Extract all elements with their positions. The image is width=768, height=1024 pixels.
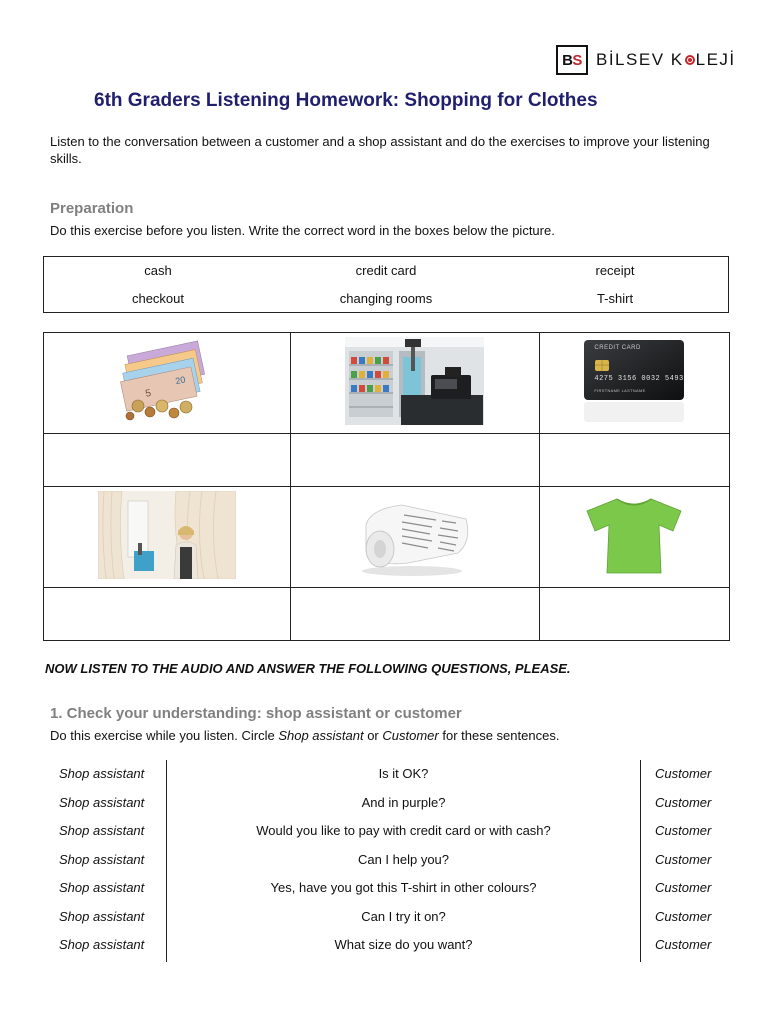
answer-box-5[interactable]	[291, 588, 540, 641]
table-row	[50, 760, 730, 788]
table-row	[50, 874, 730, 902]
page-title: 6th Graders Listening Homework: Shopping for Clothes	[94, 90, 598, 111]
word-cash: cash	[144, 263, 172, 278]
answer-box-1[interactable]	[44, 434, 291, 487]
svg-text:20: 20	[174, 373, 187, 386]
table-row	[50, 817, 730, 845]
cash-image	[112, 340, 222, 422]
answer-box-4[interactable]	[44, 588, 291, 641]
changing-rooms-image	[98, 491, 236, 579]
option-shop-assistant[interactable]: Shop assistant	[59, 880, 145, 895]
option-shop-assistant[interactable]: Shop assistant	[59, 908, 145, 924]
instruction-post: for these sentences.	[438, 728, 560, 743]
credit-card-number: 4275 3156 0032 5493	[594, 374, 684, 383]
intro-text: Listen to the conversation between a customer and a shop assistant and do the exercises to improve your listening skills.	[50, 134, 710, 166]
instruction-pre: Do this exercise while you listen. Circle	[50, 728, 279, 743]
answer-box-6[interactable]	[539, 588, 729, 641]
logo-text-part2: LEJİ	[695, 50, 736, 69]
picture-grid	[43, 332, 730, 641]
answer-box-3[interactable]	[539, 434, 729, 487]
svg-text:5: 5	[144, 387, 153, 400]
word-checkout: checkout	[131, 291, 185, 306]
t-shirt-image	[581, 495, 687, 575]
picture-cell-checkout	[291, 333, 540, 434]
word-receipt: receipt	[595, 263, 635, 278]
sentence: Yes, have you got this T-shirt in other colours?	[270, 880, 537, 895]
picture-cell-cash	[44, 333, 291, 434]
word-credit-card: credit card	[355, 263, 417, 278]
logo-text-part1: BİLSEV K	[596, 50, 684, 69]
logo-mark-s: S	[572, 51, 582, 69]
preparation-instruction: Do this exercise before you listen. Write the correct word in the boxes below the picture.	[50, 223, 555, 238]
sentence: Can I help you?	[357, 851, 450, 867]
sentence: Would you like to pay with credit card or with cash?	[256, 823, 551, 838]
listen-prompt: NOW LISTEN TO THE AUDIO AND ANSWER THE FOLLOWING QUESTIONS, PLEASE.	[45, 661, 571, 676]
sentence: Can I try it on?	[361, 908, 446, 924]
option-customer[interactable]: Customer	[655, 880, 712, 895]
preparation-heading: Preparation	[50, 200, 134, 217]
option-customer[interactable]: Customer	[655, 823, 712, 838]
option-shop-assistant[interactable]: Shop assistant	[59, 823, 145, 838]
option-customer[interactable]: Customer	[655, 766, 712, 781]
exercise1-heading: 1. Check your understanding: shop assistant or customer	[50, 705, 462, 722]
picture-cell-credit-card	[539, 333, 729, 434]
picture-cell-receipt	[291, 487, 540, 588]
logo-o-dot	[685, 55, 695, 65]
option-customer[interactable]: Customer	[655, 851, 712, 867]
option-customer[interactable]: Customer	[655, 937, 712, 952]
logo-mark-b: B	[562, 51, 573, 69]
word-changing-rooms: changing rooms	[339, 291, 433, 306]
word-t-shirt: T-shirt	[596, 291, 634, 306]
instruction-option-shop-assistant: Shop assistant	[278, 728, 364, 743]
sentence: What size do you want?	[334, 937, 473, 952]
checkout-image	[345, 337, 484, 425]
table-row	[50, 931, 730, 959]
option-shop-assistant[interactable]: Shop assistant	[59, 794, 145, 810]
credit-card-name: FIRSTNAME LASTNAME	[594, 387, 646, 393]
instruction-option-customer: Customer	[382, 728, 439, 743]
option-shop-assistant[interactable]: Shop assistant	[59, 851, 145, 867]
logo-mark	[556, 45, 588, 75]
option-shop-assistant[interactable]: Shop assistant	[59, 766, 145, 781]
picture-cell-t-shirt	[539, 487, 729, 588]
sentence: Is it OK?	[378, 766, 429, 781]
table-row	[50, 789, 730, 817]
school-logo	[556, 44, 736, 76]
sentence: And in purple?	[361, 794, 446, 810]
picture-cell-changing-rooms	[44, 487, 291, 588]
option-customer[interactable]: Customer	[655, 908, 712, 924]
table-row	[50, 846, 730, 874]
logo-text	[596, 50, 736, 70]
table-row	[50, 903, 730, 931]
exercise1-instruction	[50, 728, 559, 743]
answer-box-2[interactable]	[291, 434, 540, 487]
option-customer[interactable]: Customer	[655, 794, 712, 810]
credit-card-label: CREDIT CARD	[594, 344, 641, 351]
receipt-image	[346, 491, 484, 579]
credit-card-image	[583, 338, 685, 424]
instruction-mid: or	[363, 728, 383, 743]
option-shop-assistant[interactable]: Shop assistant	[59, 937, 145, 952]
word-bank	[43, 256, 729, 313]
